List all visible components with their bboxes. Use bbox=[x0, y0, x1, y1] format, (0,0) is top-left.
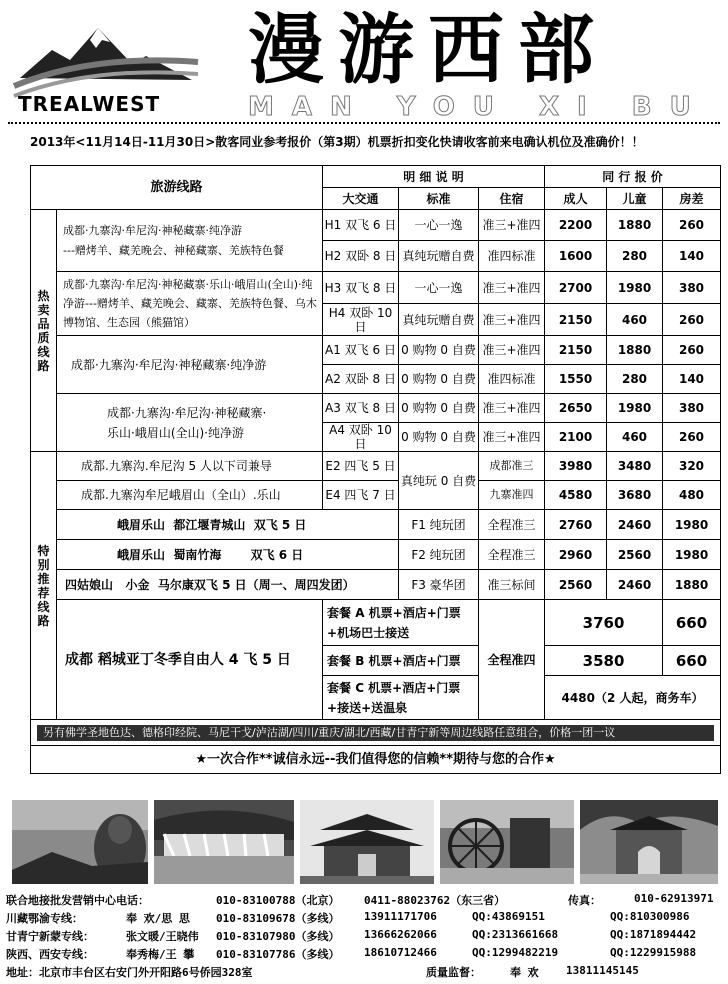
adult-price: 3580 bbox=[545, 646, 663, 676]
child-price: 3480 bbox=[607, 452, 663, 481]
temple-gate-photo bbox=[580, 800, 718, 884]
room-diff-price: 260 bbox=[663, 336, 721, 365]
room-diff-price: 660 bbox=[663, 646, 721, 676]
qq-number: QQ:1229915988 bbox=[610, 946, 697, 959]
room-diff-price: 140 bbox=[663, 365, 721, 394]
standard-cell: F3 豪华团 bbox=[399, 570, 479, 600]
package-note: 4480（2 人起，商务车） bbox=[545, 676, 721, 720]
adult-price: 2650 bbox=[545, 394, 607, 423]
mobile-number: 13811145145 bbox=[566, 964, 639, 977]
adult-price: 2150 bbox=[545, 304, 607, 336]
standard-cell: 真纯玩赠自费 bbox=[399, 304, 479, 336]
hotel-cell: 准四标准 bbox=[479, 365, 545, 394]
notice-text: 2013年<11月14日-11月30日>散客同业参考报价（第3期）机票折扣变化快请收客前来电确认机位及准确价！！ bbox=[30, 135, 644, 149]
category-hot bbox=[31, 210, 57, 452]
address: 地址：北京市丰台区右安门外开阳路6号侨园328室 bbox=[6, 966, 253, 979]
adult-price: 2960 bbox=[545, 540, 607, 570]
route-name: 成都.九寨沟牟尼峨眉山（全山）.乐山 bbox=[57, 481, 323, 510]
table-row bbox=[31, 272, 721, 304]
footer-label: 川藏鄂渝专线： bbox=[6, 912, 83, 925]
header-room-diff: 房差 bbox=[663, 188, 721, 210]
transport-cell: H4 双卧 10 日 bbox=[323, 304, 399, 336]
table-row bbox=[31, 570, 721, 600]
route-name: 成都·九寨沟·牟尼沟·神秘藏寨· 乐山·峨眉山(全山)·纯净游 bbox=[57, 394, 323, 452]
child-price: 2460 bbox=[607, 510, 663, 540]
extra-note-row bbox=[31, 720, 721, 746]
footer-label: 陕西、西安专线： bbox=[6, 948, 94, 961]
supervision-label: 质量监督： bbox=[426, 966, 481, 979]
hotel-cell: 全程准三 bbox=[479, 510, 545, 540]
fax-number: 010-62913971 bbox=[634, 892, 714, 905]
child-price: 2560 bbox=[607, 540, 663, 570]
adult-price: 1600 bbox=[545, 241, 607, 272]
footer-label: 联合地接批发营销中心电话： bbox=[6, 894, 149, 907]
child-price: 460 bbox=[607, 304, 663, 336]
table-row bbox=[31, 336, 721, 365]
adult-price: 4580 bbox=[545, 481, 607, 510]
room-diff-price: 1980 bbox=[663, 510, 721, 540]
header-peer-price: 同 行 报 价 bbox=[545, 166, 721, 188]
child-price: 460 bbox=[607, 423, 663, 452]
route-name: 成都·九寨沟·牟尼沟·神秘藏寨·纯净游 bbox=[57, 336, 323, 394]
page-title-pinyin: MAN YOU XI BU bbox=[248, 92, 709, 122]
hotel-cell: 全程准四 bbox=[479, 600, 545, 720]
phone-number: 0411-88023762（东三省） bbox=[364, 894, 506, 907]
child-price: 1980 bbox=[607, 272, 663, 304]
waterfall-photo bbox=[154, 800, 294, 884]
contact-person: 奉秀梅/王 攀 bbox=[126, 948, 195, 961]
hotel-cell: 准三+准四 bbox=[479, 336, 545, 365]
transport-cell: A3 双飞 8 日 bbox=[323, 394, 399, 423]
header-standard: 标准 bbox=[399, 188, 479, 210]
adult-price: 3760 bbox=[545, 600, 663, 646]
category-char: 品 bbox=[37, 316, 50, 331]
transport-cell: H2 双卧 8 日 bbox=[323, 241, 399, 272]
room-diff-price: 660 bbox=[663, 600, 721, 646]
route-name: 成都·九寨沟·牟尼沟·神秘藏寨·乐山·峨眉山(全山)·纯净游---赠烤羊、藏羌晚会、藏寨、羌族特色餐、乌木博物馆、生态园（熊猫馆） bbox=[57, 272, 323, 336]
category-char: 热 bbox=[37, 288, 50, 303]
transport-cell: A1 双飞 6 日 bbox=[323, 336, 399, 365]
route-name: 成都·九寨沟·牟尼沟·神秘藏寨·纯净游 ---赠烤羊、藏羌晚会、神秘藏寨、羌族特色餐 bbox=[57, 210, 323, 272]
qq-number: QQ:1871894442 bbox=[610, 928, 697, 941]
category-char: 荐 bbox=[37, 585, 50, 600]
qq-number: QQ:1299482219 bbox=[472, 946, 559, 959]
standard-cell: F1 纯玩团 bbox=[399, 510, 479, 540]
route-name: 成都 稻城亚丁冬季自由人 4 飞 5 日 bbox=[57, 600, 323, 720]
hotel-cell: 九寨准四 bbox=[479, 481, 545, 510]
photo-strip bbox=[12, 800, 718, 884]
logo-text: TREALWEST bbox=[18, 92, 161, 116]
standard-cell: 真纯玩 0 自费 bbox=[399, 452, 479, 510]
route-name: 峨眉乐山 蜀南竹海 双飞 6 日 bbox=[57, 540, 399, 570]
room-diff-price: 480 bbox=[663, 481, 721, 510]
hotel-cell: 准三+准四 bbox=[479, 394, 545, 423]
room-diff-price: 1980 bbox=[663, 540, 721, 570]
hotel-cell: 准三+准四 bbox=[479, 423, 545, 452]
table-row bbox=[31, 720, 721, 746]
category-char: 质 bbox=[37, 330, 50, 345]
category-special bbox=[31, 452, 57, 720]
footer-row bbox=[6, 964, 722, 982]
qq-number: QQ:810300986 bbox=[610, 910, 690, 923]
adult-price: 2560 bbox=[545, 570, 607, 600]
transport-cell: A2 双卧 8 日 bbox=[323, 365, 399, 394]
adult-price: 3980 bbox=[545, 452, 607, 481]
mobile-number: 13666262066 bbox=[364, 928, 437, 941]
room-diff-price: 380 bbox=[663, 394, 721, 423]
route-name: 峨眉乐山 都江堰青城山 双飞 5 日 bbox=[57, 510, 399, 540]
header-hotel: 住宿 bbox=[479, 188, 545, 210]
price-table bbox=[30, 165, 721, 774]
qq-number: QQ:2313661668 bbox=[472, 928, 559, 941]
child-price: 2460 bbox=[607, 570, 663, 600]
table-row bbox=[31, 452, 721, 481]
adult-price: 1550 bbox=[545, 365, 607, 394]
category-char: 推 bbox=[37, 571, 50, 586]
footer-row bbox=[6, 910, 722, 928]
child-price: 280 bbox=[607, 241, 663, 272]
category-char: 路 bbox=[37, 358, 50, 373]
transport-cell: H3 双飞 8 日 bbox=[323, 272, 399, 304]
contact-person: 张文暖/王晓伟 bbox=[126, 930, 199, 943]
waterwheel-photo bbox=[440, 800, 574, 884]
child-price: 1880 bbox=[607, 336, 663, 365]
hotel-cell: 准三+准四 bbox=[479, 210, 545, 241]
standard-cell: 一心一逸 bbox=[399, 272, 479, 304]
buddha-photo bbox=[12, 800, 148, 884]
table-row bbox=[31, 600, 721, 646]
mountain-logo-icon bbox=[12, 20, 202, 100]
footer-row bbox=[6, 946, 722, 964]
adult-price: 2760 bbox=[545, 510, 607, 540]
package-desc: 套餐 B 机票+酒店+门票 bbox=[323, 646, 479, 676]
hotel-cell: 准三+准四 bbox=[479, 304, 545, 336]
package-desc: 套餐 C 机票+酒店+门票+接送+送温泉 bbox=[323, 676, 479, 720]
category-char: 别 bbox=[37, 557, 50, 572]
footer-row bbox=[6, 928, 722, 946]
room-diff-price: 140 bbox=[663, 241, 721, 272]
phone-number: 010-83107786（多线） bbox=[216, 948, 340, 961]
standard-cell: F2 纯玩团 bbox=[399, 540, 479, 570]
table-row bbox=[31, 394, 721, 423]
route-name: 四姑娘山 小金 马尔康双飞 5 日（周一、周四发团） bbox=[57, 570, 399, 600]
contact-footer bbox=[6, 892, 722, 982]
room-diff-price: 260 bbox=[663, 423, 721, 452]
child-price: 280 bbox=[607, 365, 663, 394]
child-price: 3680 bbox=[607, 481, 663, 510]
room-diff-price: 320 bbox=[663, 452, 721, 481]
adult-price: 2150 bbox=[545, 336, 607, 365]
contact-person: 奉 欢/思 思 bbox=[126, 912, 190, 925]
standard-cell: 0 购物 0 自费 bbox=[399, 423, 479, 452]
divider bbox=[8, 122, 720, 124]
header-child: 儿童 bbox=[607, 188, 663, 210]
child-price: 1880 bbox=[607, 210, 663, 241]
table-row bbox=[31, 481, 721, 510]
table-row bbox=[31, 510, 721, 540]
transport-cell: E2 四飞 5 日 bbox=[323, 452, 399, 481]
header-route: 旅游线路 bbox=[31, 166, 323, 210]
adult-price: 2200 bbox=[545, 210, 607, 241]
hotel-cell: 准三标间 bbox=[479, 570, 545, 600]
room-diff-price: 1880 bbox=[663, 570, 721, 600]
header-adult: 成人 bbox=[545, 188, 607, 210]
phone-number: 010-83107980（多线） bbox=[216, 930, 340, 943]
header-transport: 大交通 bbox=[323, 188, 399, 210]
package-desc: 套餐 A 机票+酒店+门票+机场巴士接送 bbox=[323, 600, 479, 646]
header bbox=[0, 0, 728, 120]
header-detail: 明 细 说 明 bbox=[323, 166, 545, 188]
transport-cell: H1 双飞 6 日 bbox=[323, 210, 399, 241]
category-char: 线 bbox=[37, 599, 50, 614]
standard-cell: 一心一逸 bbox=[399, 210, 479, 241]
phone-number: 010-83109678（多线） bbox=[216, 912, 340, 925]
category-char: 路 bbox=[37, 613, 50, 628]
mobile-number: 13911171706 bbox=[364, 910, 437, 923]
contact-person: 奉 欢 bbox=[510, 966, 539, 979]
hotel-cell: 准三+准四 bbox=[479, 272, 545, 304]
route-name: 成都.九寨沟.牟尼沟 5 人以下司兼导 bbox=[57, 452, 323, 481]
pagoda-gate-photo bbox=[300, 800, 434, 884]
phone-number: 010-83100788（北京） bbox=[216, 894, 340, 907]
room-diff-price: 260 bbox=[663, 210, 721, 241]
table-row bbox=[31, 746, 721, 774]
slogan: ★一次合作**诚信永远--我们值得您的信赖**期待与您的合作★ bbox=[31, 746, 721, 774]
transport-cell: A4 双卧 10 日 bbox=[323, 423, 399, 452]
adult-price: 2700 bbox=[545, 272, 607, 304]
adult-price: 2100 bbox=[545, 423, 607, 452]
mobile-number: 18610712466 bbox=[364, 946, 437, 959]
category-char: 线 bbox=[37, 344, 50, 359]
standard-cell: 真纯玩赠自费 bbox=[399, 241, 479, 272]
hotel-cell: 成都准三 bbox=[479, 452, 545, 481]
room-diff-price: 260 bbox=[663, 304, 721, 336]
table-row bbox=[31, 540, 721, 570]
standard-cell: 0 购物 0 自费 bbox=[399, 336, 479, 365]
room-diff-price: 380 bbox=[663, 272, 721, 304]
transport-cell: E4 四飞 7 日 bbox=[323, 481, 399, 510]
fax-label: 传真： bbox=[568, 894, 601, 907]
qq-number: QQ:43869151 bbox=[472, 910, 545, 923]
footer-row bbox=[6, 892, 722, 910]
standard-cell: 0 购物 0 自费 bbox=[399, 394, 479, 423]
extra-note: 另有佛学圣地色达、德格印经院、马尼干戈/泸沽湖/四川/重庆/湖北/西藏/甘青宁新等周边线路任意组合，价格一团一议 bbox=[37, 725, 714, 741]
hotel-cell: 准四标准 bbox=[479, 241, 545, 272]
standard-cell: 0 购物 0 自费 bbox=[399, 365, 479, 394]
footer-label: 甘青宁新蒙专线： bbox=[6, 930, 94, 943]
category-char: 卖 bbox=[37, 302, 50, 317]
category-char: 特 bbox=[37, 543, 50, 558]
child-price: 1980 bbox=[607, 394, 663, 423]
page-title: 漫游西部 bbox=[248, 5, 608, 94]
table-row bbox=[31, 210, 721, 241]
hotel-cell: 全程准三 bbox=[479, 540, 545, 570]
